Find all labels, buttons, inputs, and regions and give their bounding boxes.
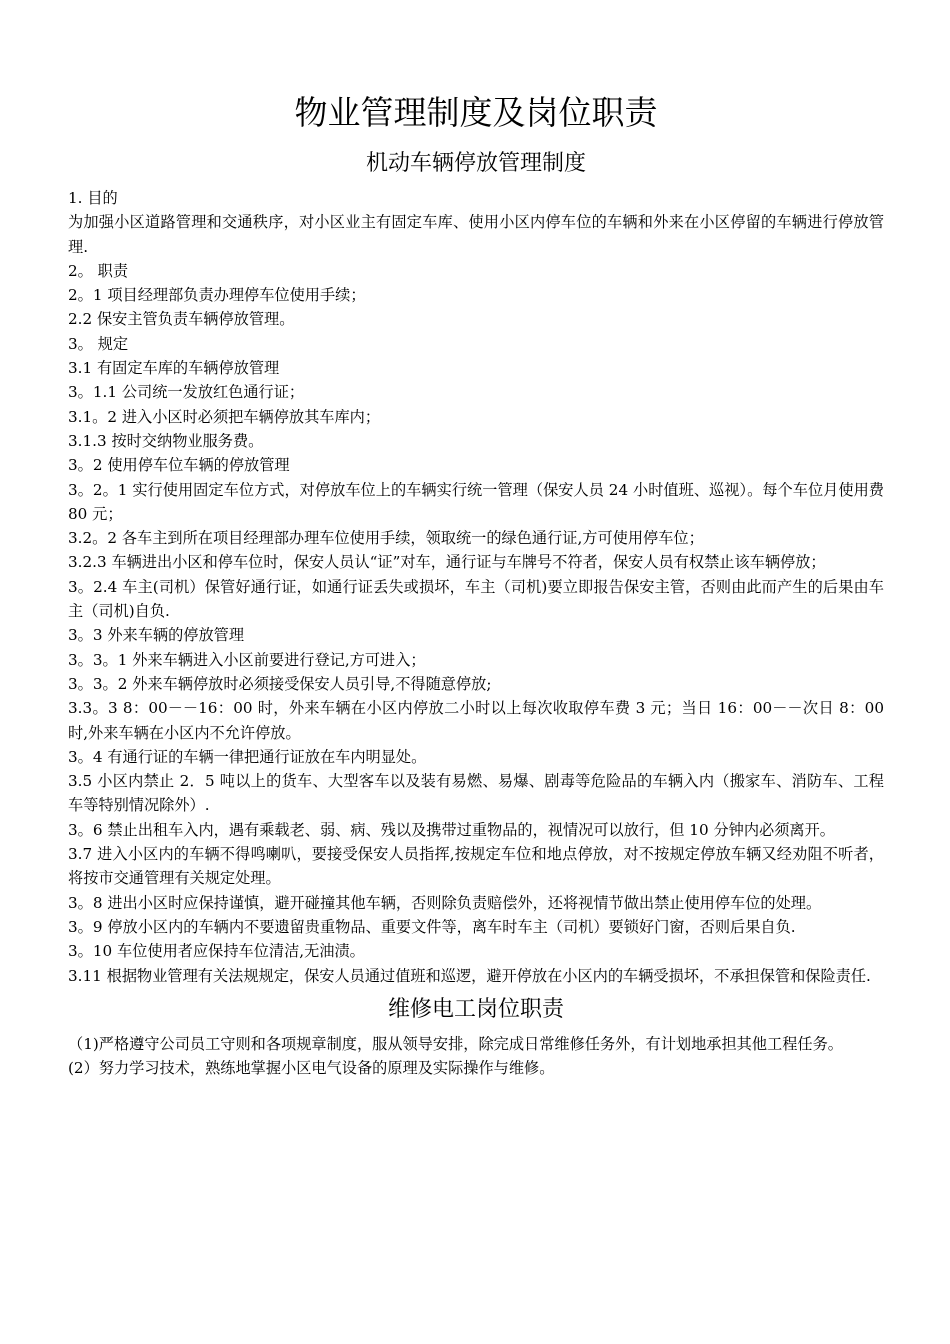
paragraph: 3。3。2 外来车辆停放时必须接受保安人员引导,不得随意停放;	[68, 674, 492, 693]
paragraph: 2.2 保安主管负责车辆停放管理。	[68, 310, 295, 329]
section-title-maintenance-electrician: 维修电工岗位职责	[387, 996, 564, 1022]
paragraph: 3。2.4 车主(司机）保管好通行证，如通行证丢失或损坏，车主（司机)要立即报告保安主管，否则由此而产生的后果由车主（司机)自负.	[68, 577, 884, 621]
section-body-maintenance-electrician	[68, 1032, 884, 1081]
section-body-vehicle-parking	[68, 186, 884, 988]
paragraph: 3。3。1 外来车辆进入小区前要进行登记,方可进入；	[68, 650, 426, 669]
paragraph: 3。1.1 公司统一发放红色通行证；	[68, 383, 305, 402]
paragraph: 1. 目的	[68, 189, 118, 207]
paragraph: 3.2。2 各车主到所在项目经理部办理车位使用手续，领取统一的绿色通行证,方可使用停车位；	[68, 529, 704, 548]
paragraph: 3.1 有固定车库的车辆停放管理	[68, 359, 280, 378]
paragraph: 3.1.3 按时交纳物业服务费。	[68, 431, 264, 450]
paragraph: 3。2。1 实行使用固定车位方式，对停放车位上的车辆实行统一管理（保安人员 24 小时值班、巡视）。每个车位月使用费 80 元；	[68, 480, 884, 523]
paragraph: 为加强小区道路管理和交通秩序，对小区业主有固定车库、使用小区内停车位的车辆和外来在小区停留的车辆进行停放管理.	[68, 213, 884, 256]
paragraph: 3.5 小区内禁止 2．5 吨以上的货车、大型客车以及装有易燃、易爆、剧毒等危险品的车辆入内（搬家车、消防车、工程车等特别情况除外）.	[68, 772, 884, 815]
paragraph: 3。10 车位使用者应保持车位清洁,无油渍。	[68, 942, 365, 961]
paragraph: 3.11 根据物业管理有关法规规定，保安人员通过值班和巡逻，避开停放在小区内的车辆受损坏，不承担保管和保险责任.	[68, 966, 871, 985]
paragraph: 3。 规定	[68, 334, 129, 353]
paragraph: 2。1 项目经理部负责办理停车位使用手续；	[68, 286, 366, 305]
paragraph: 3.7 进入小区内的车辆不得鸣喇叭，要接受保安人员指挥,按规定车位和地点停放，对不按规定停放车辆又经劝阻不听者，将按市交通管理有关规定处理。	[68, 845, 884, 888]
paragraph: 3.2.3 车辆进出小区和停车位时，保安人员认“证”对车，通行证与车牌号不符者，保安人员有权禁止该车辆停放；	[68, 553, 826, 572]
paragraph: 3.3。3 8：00－－16：00 时，外来车辆在小区内停放二小时以上每次收取停车费 3 元；当日 16：00－－次日 8：00 时,外来车辆在小区内不允许停放。	[68, 699, 884, 742]
paragraph: 3。2 使用停车位车辆的停放管理	[68, 456, 290, 475]
paragraph: 3。8 进出小区时应保持谨慎，避开碰撞其他车辆，否则除负责赔偿外，还将视情节做出禁止使用停车位的处理。	[68, 893, 822, 912]
paragraph: （1)严格遵守公司员工守则和各项规章制度，服从领导安排，除完成日常维修任务外，有计划地承担其他工程任务。	[68, 1034, 843, 1053]
paragraph: 3.1。2 进入小区时必须把车辆停放其车库内；	[68, 407, 381, 426]
paragraph: 3。3 外来车辆的停放管理	[68, 626, 245, 645]
paragraph: 3。6 禁止出租车入内，遇有乘载老、弱、病、残以及携带过重物品的，视情况可以放行，但 10 分钟内必须离开。	[68, 820, 835, 839]
section-title-vehicle-parking: 机动车辆停放管理制度	[365, 151, 586, 176]
paragraph: 3。9 停放小区内的车辆内不要遗留贵重物品、重要文件等，离车时车主（司机）要锁好门窗，否则后果自负.	[68, 917, 796, 936]
paragraph: 2。 职责	[68, 261, 129, 280]
paragraph: (2）努力学习技术，熟练地掌握小区电气设备的原理及实际操作与维修。	[68, 1059, 555, 1078]
paragraph: 3。4 有通行证的车辆一律把通行证放在车内明显处。	[68, 747, 427, 766]
document-title: 物业管理制度及岗位职责	[294, 93, 658, 132]
